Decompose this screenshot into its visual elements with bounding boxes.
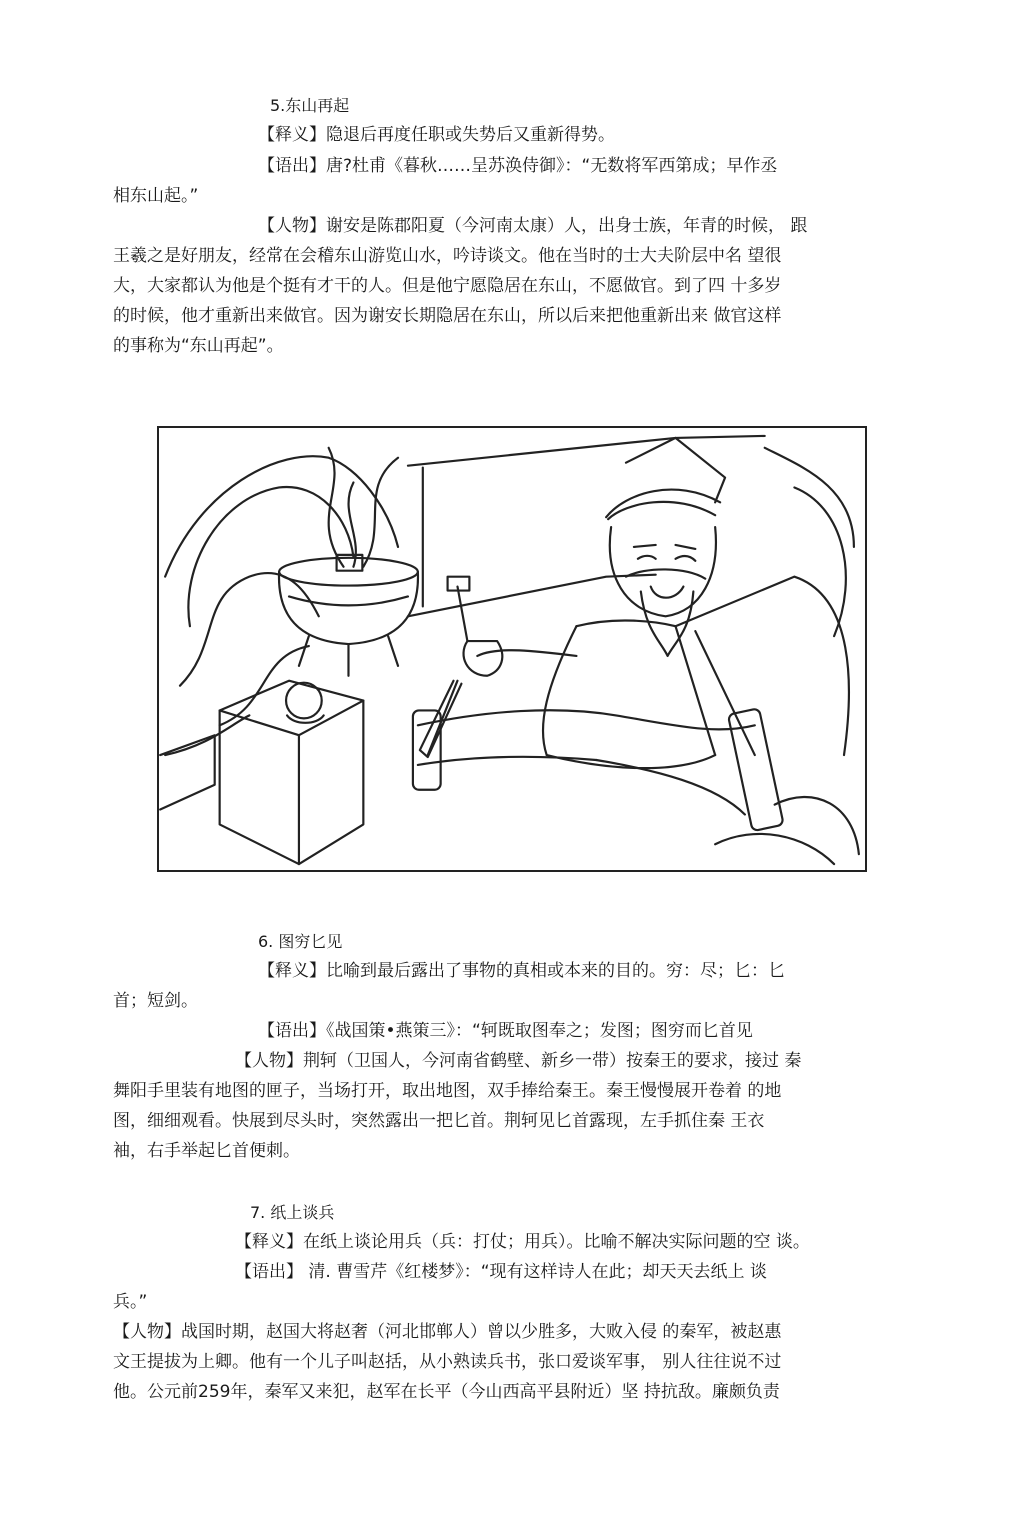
section-title-5: 5.东山再起 bbox=[270, 96, 350, 115]
person-5-line-5: 的事称为“东山再起”。 bbox=[113, 336, 284, 356]
meaning-5: 【释义】隐退后再度任职或失势后又重新得势。 bbox=[258, 125, 615, 145]
jing-ke-illustration bbox=[157, 426, 867, 872]
person-6-line-1: 【人物】荆轲（卫国人，今河南省鹤壁、新乡一带）按秦王的要求，接过 秦 bbox=[235, 1051, 802, 1071]
section-title-7: 7. 纸上谈兵 bbox=[250, 1203, 335, 1222]
person-5-line-3: 大，大家都认为他是个挺有才干的人。但是他宁愿隐居在东山，不愿做官。到了四 十多岁 bbox=[113, 276, 782, 296]
meaning-6-line-2: 首；短剑。 bbox=[113, 991, 198, 1011]
person-5-line-2: 王羲之是好朋友，经常在会稽东山游览山水，吟诗谈文。他在当时的士大夫阶层中名 望很 bbox=[113, 246, 782, 266]
person-7-line-2: 文王提拔为上卿。他有一个儿子叫赵括，从小熟读兵书，张口爱谈军事， 别人往往说不过 bbox=[113, 1352, 782, 1372]
person-5-line-4: 的时候，他才重新出来做官。因为谢安长期隐居在东山，所以后来把他重新出来 做官这样 bbox=[113, 306, 782, 326]
source-6: 【语出】《战国策•燕策三》：“轲既取图奉之；发图；图穷而匕首见 bbox=[258, 1021, 753, 1041]
person-5-line-1: 【人物】谢安是陈郡阳夏（今河南太康）人，出身士族，年青的时候， 跟 bbox=[258, 216, 808, 236]
source-5-line-1: 【语出】唐?杜甫《暮秋……呈苏涣侍御》：“无数将军西第成；早作丞 bbox=[258, 156, 778, 176]
meaning-7: 【释义】在纸上谈论用兵（兵：打仗；用兵）。比喻不解决实际问题的空 谈。 bbox=[235, 1232, 810, 1252]
source-7-line-2: 兵。” bbox=[113, 1292, 148, 1312]
source-5-line-2: 相东山起。” bbox=[113, 186, 199, 206]
person-6-line-3: 图，细细观看。快展到尽头时，突然露出一把匕首。荆轲见匕首露现，左手抓住秦 王衣 bbox=[113, 1111, 765, 1131]
person-7-line-1: 【人物】战国时期，赵国大将赵奢（河北邯郸人）曾以少胜多，大败入侵 的秦军，被赵惠 bbox=[113, 1322, 782, 1342]
section-title-6: 6. 图穷匕见 bbox=[258, 932, 343, 951]
person-7-line-3: 他。公元前259年，秦军又来犯，赵军在长平（今山西高平县附近）坚 持抗敌。廉颇负责 bbox=[113, 1382, 780, 1402]
source-7-line-1: 【语出】 清. 曹雪芹《红楼梦》：“现有这样诗人在此；却天天去纸上 谈 bbox=[235, 1262, 767, 1282]
meaning-6-line-1: 【释义】比喻到最后露出了事物的真相或本来的目的。穷：尽；匕：匕 bbox=[258, 961, 785, 981]
person-6-line-4: 袖，右手举起匕首便刺。 bbox=[113, 1141, 300, 1161]
person-6-line-2: 舞阳手里装有地图的匣子，当场打开，取出地图，双手捧给秦王。秦王慢慢展开卷着 的地 bbox=[113, 1081, 782, 1101]
